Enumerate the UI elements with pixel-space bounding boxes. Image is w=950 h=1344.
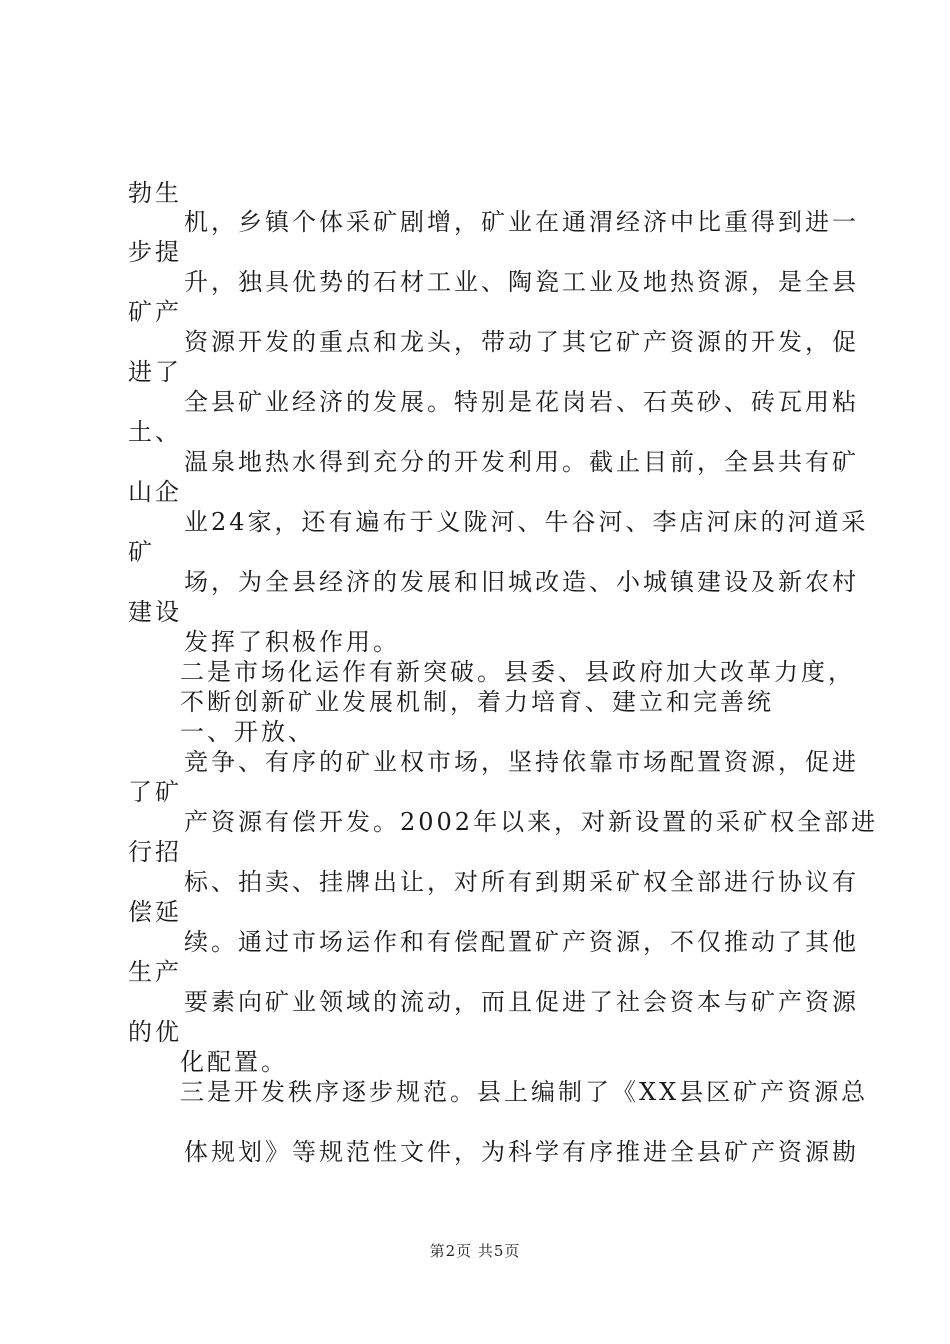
text-line: 资源开发的重点和龙头，带动了其它矿产资源的开发，促 — [184, 328, 859, 356]
text-line: 全县矿业经济的发展。特别是花岗岩、石英砂、砖瓦用粘 — [184, 388, 859, 416]
text-line: 要素向矿业领域的流动，而且促进了社会资本与矿产资源 — [184, 988, 859, 1016]
text-line: 三是开发秩序逐步规范。县上编制了《XX县区矿产资源总 — [180, 1078, 869, 1106]
text-line: 山企 — [128, 478, 182, 506]
text-line: 一、开放、 — [180, 718, 315, 746]
text-line: 生产 — [128, 958, 182, 986]
page-footer: 第2页 共5页 — [429, 1242, 521, 1260]
text-line: 业24家，还有遍布于义陇河、牛谷河、李店河床的河道采 — [184, 508, 869, 536]
text-line: 土、 — [128, 418, 182, 446]
text-line: 二是市场化运作有新突破。县委、县政府加大改革力度， — [180, 658, 855, 686]
text-line: 产资源有偿开发。2002年以来，对新设置的采矿权全部进 — [184, 808, 879, 836]
text-line: 步提 — [128, 238, 182, 266]
text-line: 标、拍卖、挂牌出让，对所有到期采矿权全部进行协议有 — [184, 868, 859, 896]
text-line: 温泉地热水得到充分的开发利用。截止目前，全县共有矿 — [184, 448, 859, 476]
text-line: 机，乡镇个体采矿剧增，矿业在通渭经济中比重得到进一 — [184, 208, 859, 236]
text-line: 发挥了积极作用。 — [184, 628, 400, 656]
text-line: 矿 — [128, 538, 155, 566]
text-line: 勃生 — [128, 179, 182, 207]
text-line: 升，独具优势的石材工业、陶瓷工业及地热资源，是全县 — [184, 268, 859, 296]
text-line: 续。通过市场运作和有偿配置矿产资源，不仅推动了其他 — [184, 928, 859, 956]
text-line: 竞争、有序的矿业权市场，坚持依靠市场配置资源，促进 — [184, 748, 859, 776]
text-line: 场，为全县经济的发展和旧城改造、小城镇建设及新农村 — [184, 568, 859, 596]
text-line: 的优 — [128, 1018, 182, 1046]
text-line: 建设 — [128, 598, 182, 626]
text-line: 化配置。 — [180, 1048, 288, 1076]
text-line: 偿延 — [128, 898, 182, 926]
text-line: 了矿 — [128, 778, 182, 806]
text-line: 进了 — [128, 358, 182, 386]
text-line: 体规划》等规范性文件，为科学有序推进全县矿产资源勘 — [184, 1138, 859, 1166]
text-line: 不断创新矿业发展机制，着力培育、建立和完善统 — [180, 688, 774, 716]
text-line: 行招 — [128, 838, 182, 866]
text-line: 矿产 — [128, 298, 182, 326]
